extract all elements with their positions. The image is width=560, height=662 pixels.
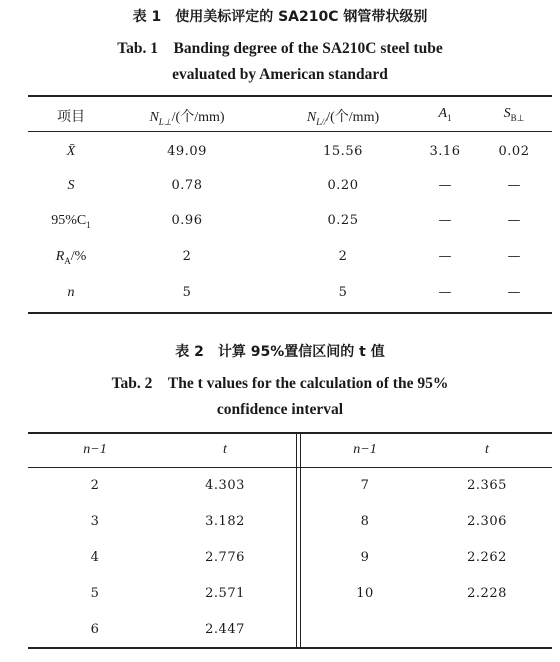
cell-nl-parallel: 15.56 [323, 144, 363, 159]
cell-t: 4.303 [205, 478, 245, 493]
cell-a1: 3.16 [429, 144, 461, 159]
row-label-mean: X̄ [66, 144, 76, 159]
cell-t: 2.447 [205, 622, 245, 637]
cell-a1: — [438, 285, 452, 300]
table2-top-rule [28, 432, 552, 434]
cell-n: 9 [360, 550, 370, 565]
cell-n: 2 [90, 478, 100, 493]
cell-nl-perp: 0.96 [171, 213, 203, 228]
table1-header-a1: $A_1$ [438, 106, 452, 123]
cell-n: 5 [90, 586, 100, 601]
cell-n: 3 [90, 514, 100, 529]
cell-nl-perp: 2 [182, 249, 192, 264]
cell-n: 6 [90, 622, 100, 637]
cell-a1: — [438, 178, 452, 193]
cell-nl-perp: 0.78 [171, 178, 203, 193]
table2-header-t-right: t [485, 442, 489, 457]
table2-header-t-left: t [223, 442, 227, 457]
cell-n: 8 [360, 514, 370, 529]
table2-header-n-left: n−1 [83, 442, 107, 457]
table2-caption-cn: 表 2 计算 95%置信区间的 t 值 [175, 344, 385, 360]
cell-nl-perp: 49.09 [167, 144, 207, 159]
cell-nl-parallel: 0.20 [327, 178, 359, 193]
cell-n: 10 [356, 586, 374, 601]
cell-nl-parallel: 5 [338, 285, 348, 300]
table1-header-nl-perp: $N_{L\perp}/$(个/mm) [149, 110, 225, 127]
table2-caption-en-line2: confidence interval [216, 401, 344, 418]
cell-a1: — [438, 249, 452, 264]
cell-n: 4 [90, 550, 100, 565]
cell-sb: — [507, 249, 521, 264]
table2-caption-en-line1: Tab. 2 The t values for the calculation of the 95% [111, 375, 449, 392]
table1-top-rule [28, 95, 552, 97]
table1-caption-cn: 表 1 使用美标评定的 SA210C 钢管带状级别 [132, 9, 428, 25]
cell-t: 2.776 [205, 550, 245, 565]
table2-header-rule [28, 467, 552, 468]
cell-t: 2.365 [467, 478, 507, 493]
table1-caption-en-line1: Tab. 1 Banding degree of the SA210C steel tube [117, 40, 443, 57]
table2-divider [296, 433, 297, 647]
cell-t: 2.571 [205, 586, 245, 601]
cell-nl-perp: 5 [182, 285, 192, 300]
table1-caption-en-line2: evaluated by American standard [172, 66, 388, 83]
row-label-n: n [67, 285, 75, 300]
table1-header-nl-parallel: $N_{L//}/$(个/mm) [306, 110, 380, 127]
row-label-ci: $95\%C_1$ [51, 213, 91, 230]
cell-n: 7 [360, 478, 370, 493]
table1-header-item: 项目 [57, 109, 85, 125]
cell-t: 2.262 [467, 550, 507, 565]
cell-sb: 0.02 [498, 144, 530, 159]
cell-a1: — [438, 213, 452, 228]
table2-bottom-rule [28, 647, 552, 649]
cell-t: 2.228 [467, 586, 507, 601]
table1-header-sb: $S_{B\perp}$ [503, 106, 525, 123]
table2-divider [300, 433, 301, 647]
cell-sb: — [507, 178, 521, 193]
table1-header-rule [28, 131, 552, 132]
row-label-s: S [67, 178, 75, 193]
cell-nl-parallel: 2 [338, 249, 348, 264]
table1-bottom-rule [28, 312, 552, 314]
row-label-ra: $R_A/\%$ [55, 249, 87, 266]
cell-sb: — [507, 285, 521, 300]
cell-t: 2.306 [467, 514, 507, 529]
cell-nl-parallel: 0.25 [327, 213, 359, 228]
cell-t: 3.182 [205, 514, 245, 529]
cell-sb: — [507, 213, 521, 228]
table2-header-n-right: n−1 [353, 442, 377, 457]
